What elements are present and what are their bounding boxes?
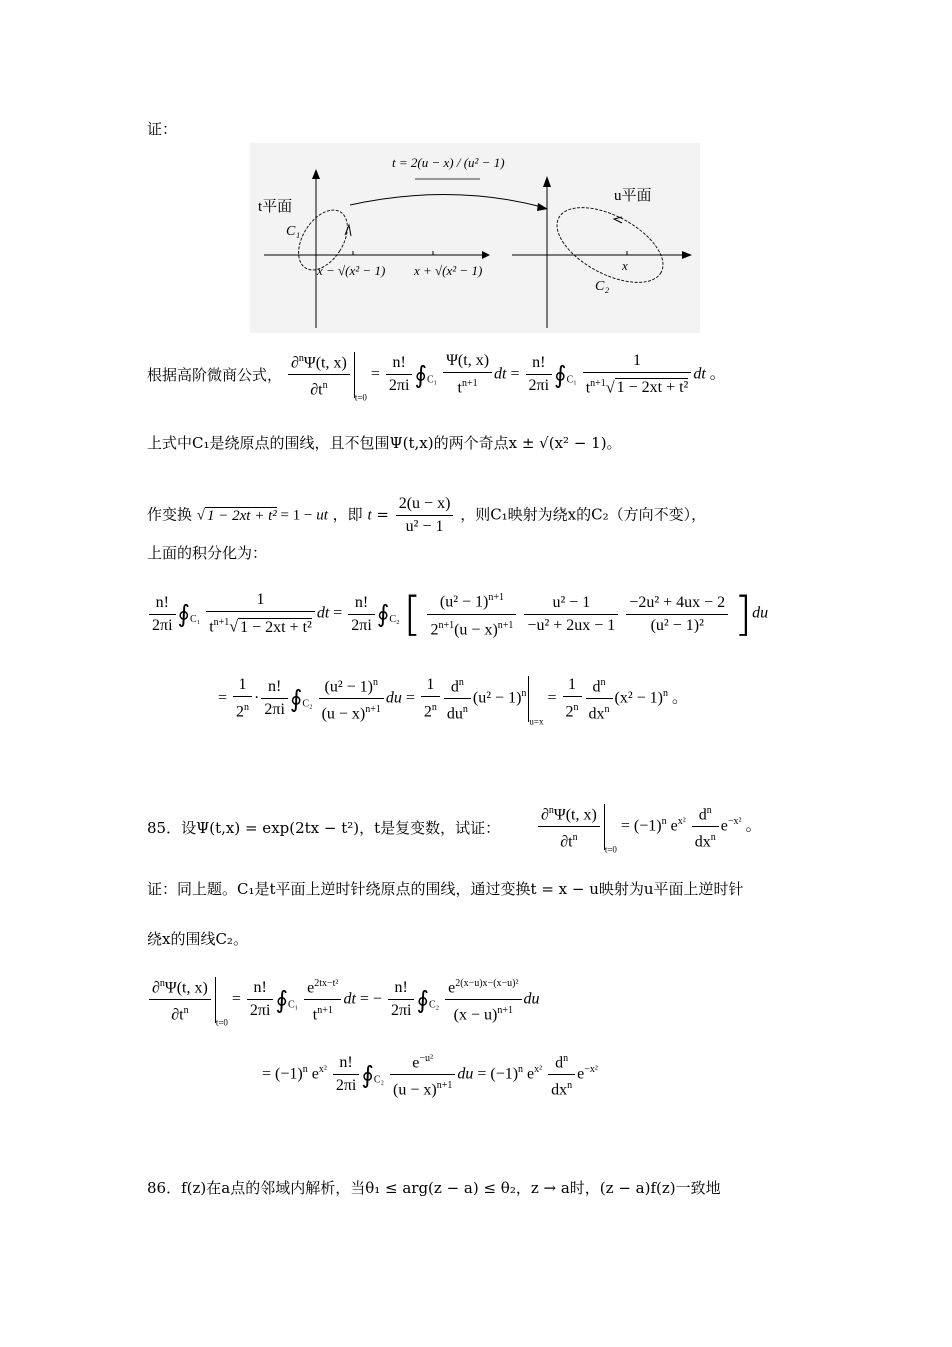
line-integral-intro: 上面的积分化为： xyxy=(147,544,268,562)
integral-transform-step2: = $\frac{1}{2^n}$ · $\frac{n!}{2\pi i}$ $∮_{C_2}$ $\frac{(u^2 - 1)^n}{(u - x)^{n+1}}$ du = $\frac{1}{2^n}$ $\frac{d^n}{du^n}$ $(u^2 - 1)^n_{u=x}$ = $\frac{1}{2^n}$ $\frac{d^n}{dx^n}$ $(x^2 - 1)^n$ 。 xyxy=(218,672,688,727)
figure-point-left: x − √(x² − 1) xyxy=(317,263,386,278)
substitution-line: 作变换 √ 1 − 2xt + t² = 1 − ut ，即 t = $\frac{2(u - x)}{\text{u² − 1}}$ ，则C₁映射为绕x的C₂（方向不变）， xyxy=(147,495,707,535)
p85-claim-formula: $\frac{\partial^n\Psi(t, x)}{\partial t^n}$ $_{t=0} = (-1)^n$ $e^{x^2}$ $\frac{d^n}{dx^n}$ $e^{-x^2}$ 。 xyxy=(536,800,761,855)
figure-map-label: t = 2(u − x) / (u² − 1) xyxy=(392,155,505,170)
cauchy-derivative-formula: $\frac{\partial^n\Psi(t, x)}{\partial t^n}$ $_{t=0}$ = $\frac{n!}{2\pi i}$ $∮_{C_1}$ $\frac{\Psi(t, x)}{t^{n+1}}$ dt = $\frac{n!}{2\pi i}$ $∮_{C_1}$ $\frac{1}{t^{n+1}√ 1 - 2xt + t^2}$ dt 。 xyxy=(286,348,726,403)
proof-label: 证： xyxy=(147,120,178,138)
p85-statement: 设Ψ(t,x) = exp(2tx − t²)，t是复变数，试证： xyxy=(181,819,501,837)
formula-intro: 根据高阶微商公式， xyxy=(147,366,283,384)
proof2-line2: 绕x的围线C₂。 xyxy=(147,930,248,948)
subst-text-a: 作变换 xyxy=(147,505,193,524)
integral-transform-step1: $\frac{n!}{2\pi i}$ $∮_{C_1}$ $\frac{1}{t^{n+1}√ 1 - 2xt + t^2}$ dt = $\frac{n!}{2\pi i}$ $∮_{C_2}$ [ $\frac{(u^2 - 1)^{n+1}}{2^{n+1}(u - x)^{n+1}}$ $\frac{\text{u² − 1}}{\text{−u² + 2ux − 1}}$ $\frac{\text{−2u² + 4ux − 2}}{\text{(u² − 1)²}}$ ]du xyxy=(147,587,768,641)
figure-point-x: x xyxy=(622,258,628,273)
figure-u-plane: u平面 xyxy=(614,188,652,204)
subst-text-b: ，即 xyxy=(332,505,363,524)
figure-c2-label: C₂ xyxy=(595,279,610,294)
proof2-line1: 证：同上题。C₁是t平面上逆时针绕原点的围线，通过变换t = x − u映射为u平面上逆时针 xyxy=(147,880,744,898)
problem-85 xyxy=(147,818,500,838)
figure-point-right: x + √(x² − 1) xyxy=(414,263,483,278)
figure-t-plane: t平面 xyxy=(258,199,293,215)
p85-proof-step1: $\frac{\partial^n\Psi(t, x)}{\partial t^n}$ $_{t=0}$ = $\frac{n!}{2\pi i}$ $∮_{C_1}$ $\frac{e^{2tx-t^2}}{t^{n+1}}$ dt = − $\frac{n!}{2\pi i}$ $∮_{C_2}$ $\frac{e^{2(x-u)x-(x-u)^2}}{(x - u)^{n+1}}$ du xyxy=(147,973,540,1028)
subst-text-c: ，则C₁映射为绕x的C₂（方向不变）， xyxy=(460,505,707,524)
p85-proof-step2: = $(-1)^n$ $e^{x^2}$ $\frac{n!}{2\pi i}$ $∮_{C_2}$ $\frac{e^{-u^2}}{(u - x)^{n+1}}$ du = $(-1)^n$ $e^{x^2}$ $\frac{d^n}{dx^n}$ $e^{-x^2}$ xyxy=(262,1048,598,1102)
figure-c1-label: C₁ xyxy=(286,224,301,239)
p85-number: 85． xyxy=(147,819,182,837)
problem-86: 86．f(z)在a点的邻域内解析，当θ₁ ≤ arg(z − a) ≤ θ₂，z → a时，(z − a)f(z)一致地 xyxy=(147,1179,721,1197)
contour-mapping-figure xyxy=(250,143,700,333)
line-c1-description: 上式中C₁是绕原点的围线，且不包围Ψ(t,x)的两个奇点x ± √(x² − 1)。 xyxy=(147,434,622,452)
